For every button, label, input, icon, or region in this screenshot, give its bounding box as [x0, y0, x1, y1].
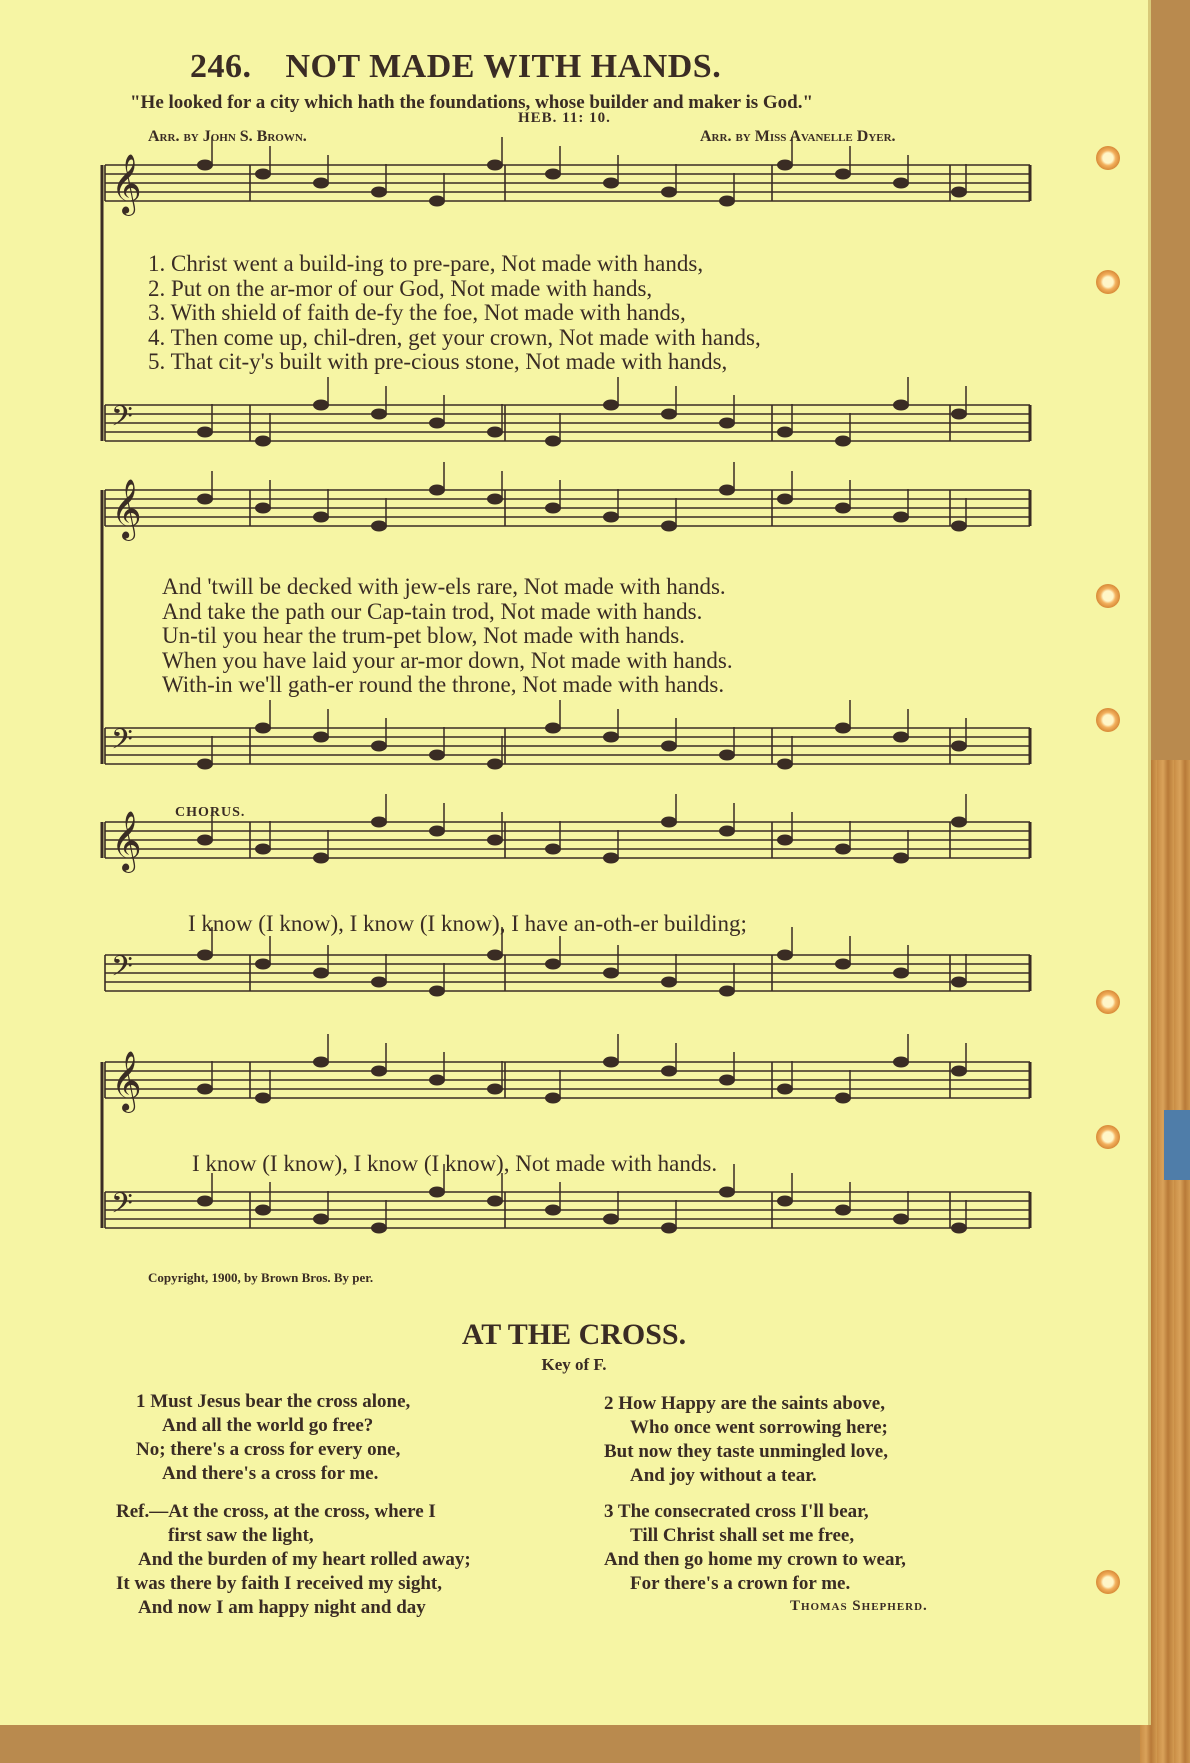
scripture-reference: HEB. 11: 10. — [518, 110, 611, 126]
note-head — [255, 1205, 271, 1216]
note-head — [951, 817, 967, 828]
note-head — [545, 1093, 561, 1104]
note-head — [429, 1075, 445, 1086]
note-head — [255, 436, 271, 447]
note-head — [197, 835, 213, 846]
note-head — [545, 436, 561, 447]
lyrics-system-2: And 'twill be decked with jew-els rare, Not made with hands. And take the path our Cap-tain trod, Not made with hands. Un-til you hear the trum-pet blow, Not made with hands. When you have laid your ar-mor down, Not made with hands. With-in we'll gath-er round the throne, Not made with hands. — [162, 574, 733, 697]
note-head — [313, 178, 329, 189]
lyrics-chorus-1: I know (I know), I know (I know), I have an-oth-er building; — [188, 911, 747, 936]
blue-tape — [1164, 1110, 1190, 1180]
note-head — [487, 950, 503, 961]
note-head — [603, 968, 619, 979]
note-head — [661, 1066, 677, 1077]
note-head — [255, 723, 271, 734]
note-head — [429, 750, 445, 761]
note-head — [777, 950, 793, 961]
note-head — [487, 835, 503, 846]
note-head — [835, 959, 851, 970]
scripture-quote: "He looked for a city which hath the foundations, whose builder and maker is God." — [130, 92, 814, 113]
note-head — [951, 977, 967, 988]
note-head — [545, 169, 561, 180]
note-head — [719, 986, 735, 997]
note-head — [893, 1214, 909, 1225]
note-head — [545, 503, 561, 514]
note-head — [313, 968, 329, 979]
note-head — [545, 959, 561, 970]
note-head — [661, 187, 677, 198]
note-head — [951, 1223, 967, 1234]
bass-clef-icon: 𝄢 — [111, 400, 133, 440]
note-head — [719, 418, 735, 429]
note-head — [893, 1057, 909, 1068]
note-head — [429, 418, 445, 429]
note-head — [197, 160, 213, 171]
note-head — [255, 1093, 271, 1104]
note-head — [835, 1093, 851, 1104]
note-head — [661, 741, 677, 752]
note-head — [255, 503, 271, 514]
note-head — [197, 759, 213, 770]
note-head — [603, 1214, 619, 1225]
note-head — [777, 1084, 793, 1095]
arranger-right: Arr. by Miss Avanelle Dyer. — [700, 128, 896, 145]
treble-clef-icon: 𝄞 — [111, 1051, 142, 1111]
note-head — [197, 1084, 213, 1095]
note-head — [661, 521, 677, 532]
note-head — [371, 409, 387, 420]
note-head — [893, 512, 909, 523]
note-head — [603, 732, 619, 743]
note-head — [777, 494, 793, 505]
note-head — [545, 723, 561, 734]
note-head — [777, 759, 793, 770]
treble-clef-icon: 𝄞 — [111, 154, 142, 214]
note-head — [197, 494, 213, 505]
note-head — [719, 1075, 735, 1086]
note-head — [951, 521, 967, 532]
note-head — [661, 1223, 677, 1234]
note-head — [371, 1223, 387, 1234]
note-head — [893, 853, 909, 864]
note-head — [371, 187, 387, 198]
note-head — [313, 400, 329, 411]
note-head — [951, 409, 967, 420]
note-head — [487, 427, 503, 438]
note-head — [603, 1057, 619, 1068]
hymn-title: 246. NOT MADE WITH HANDS. — [190, 48, 722, 85]
note-head — [835, 169, 851, 180]
note-head — [487, 160, 503, 171]
note-head — [429, 986, 445, 997]
bass-clef-icon: 𝄢 — [111, 950, 133, 990]
note-head — [719, 485, 735, 496]
copyright: Copyright, 1900, by Brown Bros. By per. — [148, 1270, 374, 1285]
note-head — [835, 723, 851, 734]
note-head — [719, 750, 735, 761]
note-head — [255, 959, 271, 970]
note-head — [197, 1196, 213, 1207]
note-head — [371, 977, 387, 988]
treble-clef-icon: 𝄞 — [111, 479, 142, 539]
note-head — [951, 187, 967, 198]
note-head — [487, 759, 503, 770]
note-head — [429, 1187, 445, 1198]
note-head — [197, 950, 213, 961]
note-head — [719, 196, 735, 207]
note-head — [255, 844, 271, 855]
note-head — [777, 1196, 793, 1207]
note-head — [429, 826, 445, 837]
note-head — [893, 732, 909, 743]
note-head — [371, 521, 387, 532]
lyrics-system-1: 1. Christ went a build-ing to pre-pare, Not made with hands, 2. Put on the ar-mor of our God, Not made with hands, 3. With shield of faith de-fy the foe, Not made with hands, 4. Then come up, chil-dren, get your crown, Not made with hands, 5. That cit-y's built with pre-cious stone, Not made with hands, — [148, 251, 761, 374]
note-head — [777, 835, 793, 846]
note-head — [603, 853, 619, 864]
note-head — [603, 178, 619, 189]
stanza-1: 1 Must Jesus bear the cross alone, And all the world go free? No; there's a cross for every one, And there's a cross for me. — [136, 1391, 411, 1484]
note-head — [777, 427, 793, 438]
stanza-2: 2 How Happy are the saints above, Who once went sorrowing here; But now they taste unmingled love, And joy without a tear. — [604, 1393, 888, 1486]
key-label: Key of F. — [541, 1355, 607, 1374]
note-head — [835, 844, 851, 855]
punch-hole-icon — [1096, 1570, 1120, 1594]
stanza-3: 3 The consecrated cross I'll bear, Till Christ shall set me free, And then go home my crown to wear, For there's a crown for me. — [604, 1501, 906, 1594]
author: Thomas Shepherd. — [790, 1598, 928, 1614]
note-head — [313, 732, 329, 743]
note-head — [951, 1066, 967, 1077]
note-head — [429, 196, 445, 207]
note-head — [719, 1187, 735, 1198]
note-head — [487, 1084, 503, 1095]
note-head — [313, 1057, 329, 1068]
note-head — [429, 485, 445, 496]
note-head — [835, 503, 851, 514]
note-head — [661, 817, 677, 828]
note-head — [893, 400, 909, 411]
note-head — [313, 853, 329, 864]
note-head — [371, 1066, 387, 1077]
note-head — [313, 512, 329, 523]
note-head — [661, 409, 677, 420]
note-head — [835, 1205, 851, 1216]
note-head — [835, 436, 851, 447]
note-head — [371, 741, 387, 752]
chorus-label: CHORUS. — [175, 805, 246, 820]
refrain: Ref.—At the cross, at the cross, where I first saw the light, And the burden of my heart rolled away; It was there by faith I received my sight, And now I am happy night and day — [116, 1501, 471, 1618]
treble-clef-icon: 𝄞 — [111, 811, 142, 871]
note-head — [545, 844, 561, 855]
note-head — [487, 1196, 503, 1207]
bass-clef-icon: 𝄢 — [111, 1187, 133, 1227]
second-hymn-title: AT THE CROSS. — [461, 1318, 687, 1351]
note-head — [371, 817, 387, 828]
note-head — [777, 160, 793, 171]
bass-clef-icon: 𝄢 — [111, 723, 133, 763]
note-head — [603, 400, 619, 411]
note-head — [893, 178, 909, 189]
note-head — [487, 494, 503, 505]
note-head — [893, 968, 909, 979]
note-head — [719, 826, 735, 837]
note-head — [661, 977, 677, 988]
note-head — [197, 427, 213, 438]
arranger-left: Arr. by John S. Brown. — [148, 128, 307, 145]
note-head — [545, 1205, 561, 1216]
note-head — [313, 1214, 329, 1225]
note-head — [951, 741, 967, 752]
lyrics-chorus-2: I know (I know), I know (I know), Not made with hands. — [192, 1151, 718, 1176]
note-head — [255, 169, 271, 180]
note-head — [603, 512, 619, 523]
